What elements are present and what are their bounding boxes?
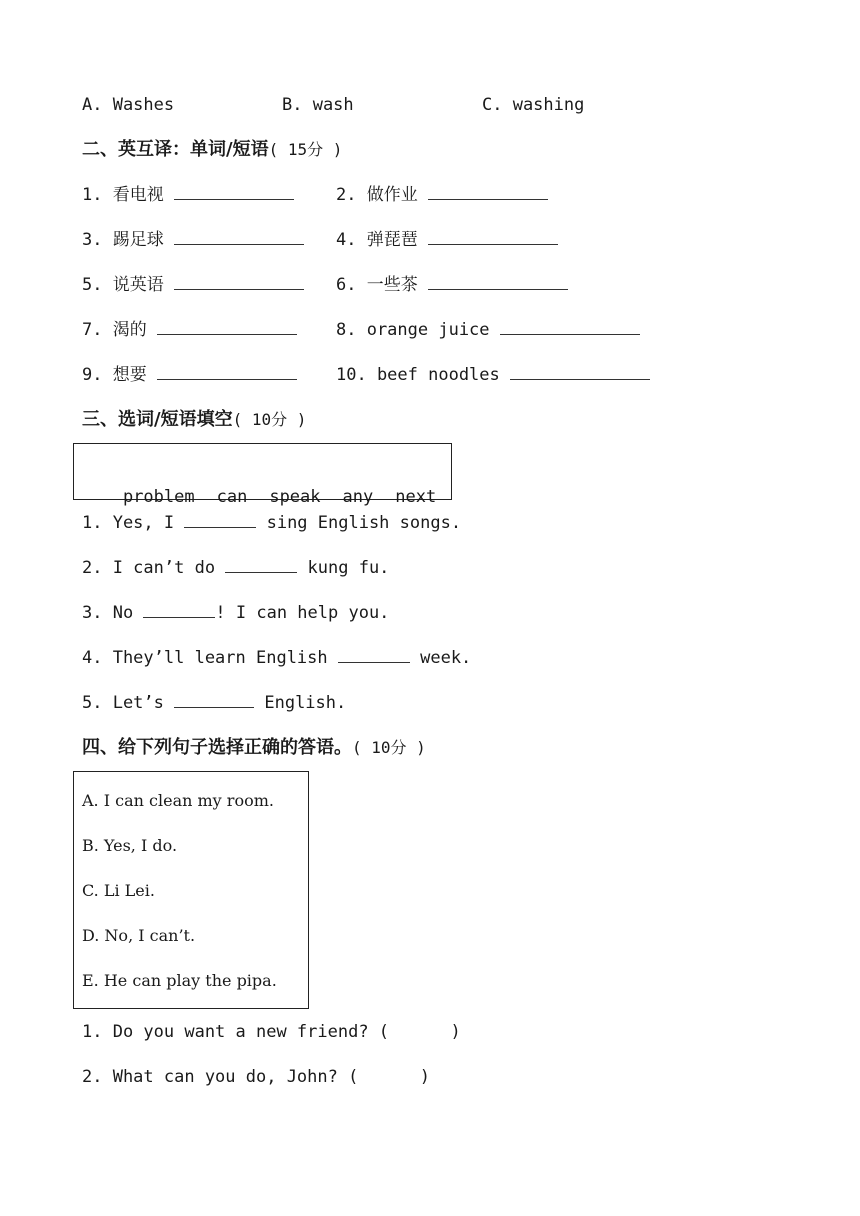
answer-option-e: E. He can play the pipa. — [82, 971, 277, 990]
answer-options-box — [73, 771, 309, 1009]
translation-item-6: 6. 一些茶 — [336, 273, 568, 297]
translation-item-4: 4. 弹琵琶 — [336, 228, 558, 252]
fill-sentence-4: 4. They’ll learn English week. — [82, 648, 472, 668]
answer-option-d: D. No, I can’t. — [82, 926, 196, 945]
translation-item-7: 7. 渴的 — [82, 318, 297, 342]
section-3-heading — [82, 408, 306, 432]
section-4-title: 四、给下列句子选择正确的答语。 — [82, 737, 352, 758]
option-c: C. washing — [482, 95, 585, 115]
word-bank-word: speak — [269, 487, 321, 507]
answer-option-a: A. I can clean my room. — [82, 791, 274, 810]
section-2-title: 二、英互译：单词/短语 — [82, 139, 269, 160]
section-2-heading — [82, 138, 342, 162]
translation-item-8: 8. orange juice — [336, 318, 640, 342]
fill-sentence-2: 2. I can’t do kung fu. — [82, 558, 390, 578]
match-question-1: 1. Do you want a new friend? ( ) — [82, 1022, 461, 1042]
word-bank-word: next — [395, 487, 437, 507]
fill-sentence-1: 1. Yes, I sing English songs. — [82, 513, 462, 533]
translation-item-5: 5. 说英语 — [82, 273, 304, 297]
section-4-points: ( 10分 ) — [352, 738, 426, 757]
option-b: B. wash — [282, 95, 354, 115]
word-bank-box — [73, 443, 452, 507]
section-3-title: 三、选词/短语填空 — [82, 409, 233, 430]
translation-item-3: 3. 踢足球 — [82, 228, 304, 252]
word-bank-word: problem — [122, 487, 195, 507]
section-2-points: ( 15分 ) — [268, 140, 343, 159]
match-question-2: 2. What can you do, John? ( ) — [82, 1067, 430, 1087]
answer-option-c: C. Li Lei. — [82, 881, 155, 900]
translation-item-1: 1. 看电视 — [82, 183, 294, 207]
word-bank-word: any — [342, 487, 374, 507]
answer-option-b: B. Yes, I do. — [82, 836, 178, 855]
section-4-heading — [82, 736, 426, 760]
fill-sentence-5: 5. Let’s English. — [82, 693, 347, 713]
word-bank-word: can — [216, 487, 248, 507]
option-a: A. Washes — [82, 95, 175, 115]
translation-item-2: 2. 做作业 — [336, 183, 548, 207]
translation-item-10: 10. beef noodles — [336, 363, 650, 387]
fill-sentence-3: 3. No ! I can help you. — [82, 603, 390, 623]
section-3-points: ( 10分 ) — [232, 410, 307, 429]
translation-item-9: 9. 想要 — [82, 363, 297, 387]
